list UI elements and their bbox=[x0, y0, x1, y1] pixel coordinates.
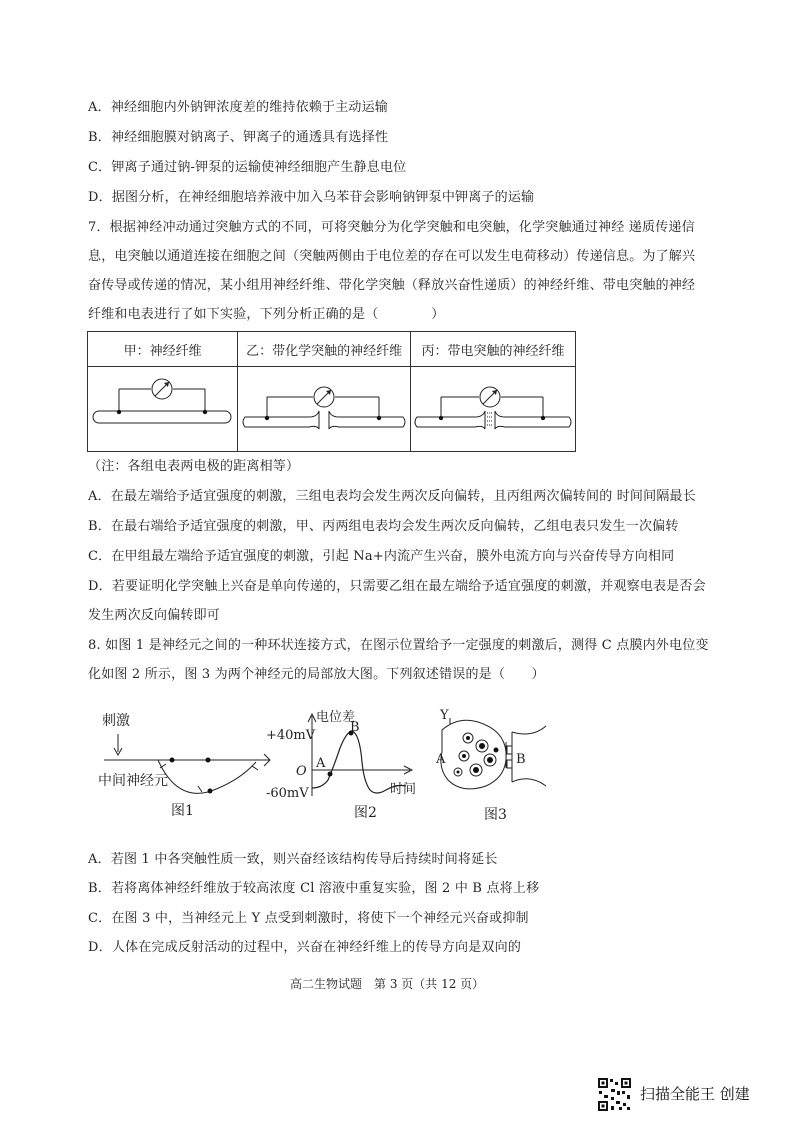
figure-1-caption: 图1 bbox=[171, 803, 194, 819]
q6-option-d: D．据图分析，在神经细胞培养液中加入乌苯苷会影响钠钾泵中钾离子的运输 bbox=[88, 190, 535, 205]
q6-option-c: C．钾离子通过钠-钾泵的运输使神经细胞产生静息电位 bbox=[88, 160, 407, 175]
diagram-bing bbox=[411, 367, 576, 452]
q6-option-a: A．神经细胞内外钠钾浓度差的维持依赖于主动运输 bbox=[88, 100, 388, 115]
experiment-table bbox=[87, 331, 576, 452]
stimulus-label: 刺激 bbox=[102, 713, 130, 729]
point-b-label: B bbox=[350, 720, 360, 735]
diagram-yi bbox=[238, 367, 411, 452]
figure-3-caption: 图3 bbox=[484, 807, 507, 823]
figure-2-caption: 图2 bbox=[354, 805, 377, 821]
point-b-label: B bbox=[516, 752, 526, 767]
table-header-bing: 丙：带电突触的神经纤维 bbox=[411, 332, 576, 367]
q7-option-b: B．在最右端给予适宜强度的刺激，甲、丙两组电表均会发生两次反向偏转，乙组电表只发生一次偏转 bbox=[88, 519, 679, 534]
page-footer: 高二生物试题 第 3 页（共 12 页） bbox=[290, 977, 485, 991]
table-header-jia: 甲：神经纤维 bbox=[88, 332, 238, 367]
q8-option-d: D．人体在完成反射活动的过程中，兴奋在神经纤维上的传导方向是双向的 bbox=[88, 940, 522, 955]
q8-option-c: C．在图 3 中，当神经元上 Y 点受到刺激时，将使下一个神经元兴奋或抑制 bbox=[88, 911, 529, 926]
figure-3 bbox=[434, 708, 554, 824]
scanner-watermark: 扫描全能王 创建 bbox=[640, 1085, 750, 1103]
q7-stem-line: 奋传导或传递的情况，某小组用神经纤维、带化学突触（释放兴奋性递质）的神经纤维、带电突触的神经 bbox=[88, 278, 696, 293]
y-bottom-label: -60mV bbox=[266, 786, 309, 801]
diagram-jia bbox=[88, 367, 238, 452]
qr-code-icon bbox=[597, 1077, 632, 1112]
q7-stem-line: 7．根据神经冲动通过突触方式的不同，可将突触分为化学突触和电突触，化学突触通过神经 递质传递信 bbox=[88, 220, 695, 235]
origin-label: O bbox=[296, 764, 307, 779]
table-header-yi: 乙：带化学突触的神经纤维 bbox=[238, 332, 411, 367]
y-axis-title: 电位差 bbox=[316, 710, 356, 725]
x-axis-title: 时间 bbox=[390, 782, 417, 797]
point-y-label: Y bbox=[440, 708, 449, 723]
figure-1 bbox=[98, 708, 278, 818]
q8-option-a: A．若图 1 中各突触性质一致，则兴奋经该结构传导后持续时间将延长 bbox=[88, 852, 498, 867]
q7-option-a: A．在最左端给予适宜强度的刺激，三组电表均会发生两次反向偏转，且丙组两次偏转间的 时间间隔最长 bbox=[88, 489, 696, 504]
q7-stem-line: 息，电突触以通道连接在细胞之间（突触两侧由于电位差的存在可以发生电荷移动）传递信息。为了解兴 bbox=[88, 249, 696, 264]
q8-stem-line: 8. 如图 1 是神经元之间的一种环状连接方式，在图示位置给予一定强度的刺激后，测得 C 点膜内外电位变 bbox=[88, 638, 709, 653]
point-a-label: A bbox=[316, 756, 326, 771]
figure-2 bbox=[266, 706, 426, 822]
point-a-label: A bbox=[436, 752, 446, 767]
interneuron-label: 中间神经元 bbox=[98, 773, 168, 789]
q7-stem-line: 纤维和电表进行了如下实验，下列分析正确的是（ ） bbox=[88, 307, 445, 322]
q8-stem-line: 化如图 2 所示，图 3 为两个神经元的局部放大图。下列叙述错误的是（ ） bbox=[88, 667, 545, 682]
q8-option-b: B．若将离体神经纤维放于较高浓度 Cl 溶液中重复实验，图 2 中 B 点将上移 bbox=[88, 881, 540, 896]
q7-option-d: D．若要证明化学突触上兴奋是单向传递的，只需要乙组在最左端给予适宜强度的刺激，并观察电表是否会 bbox=[88, 579, 706, 594]
q6-option-b: B．神经细胞膜对钠离子、钾离子的通透具有选择性 bbox=[88, 130, 389, 145]
q7-option-c: C．在甲组最左端给予适宜强度的刺激，引起 Na+内流产生兴奋，膜外电流方向与兴奋传导方向相同 bbox=[88, 549, 675, 564]
q7-option-d-continued: 发生两次反向偏转即可 bbox=[88, 608, 221, 623]
y-top-label: +40mV bbox=[266, 728, 316, 743]
q7-note: （注：各组电表两电极的距离相等） bbox=[88, 459, 300, 474]
